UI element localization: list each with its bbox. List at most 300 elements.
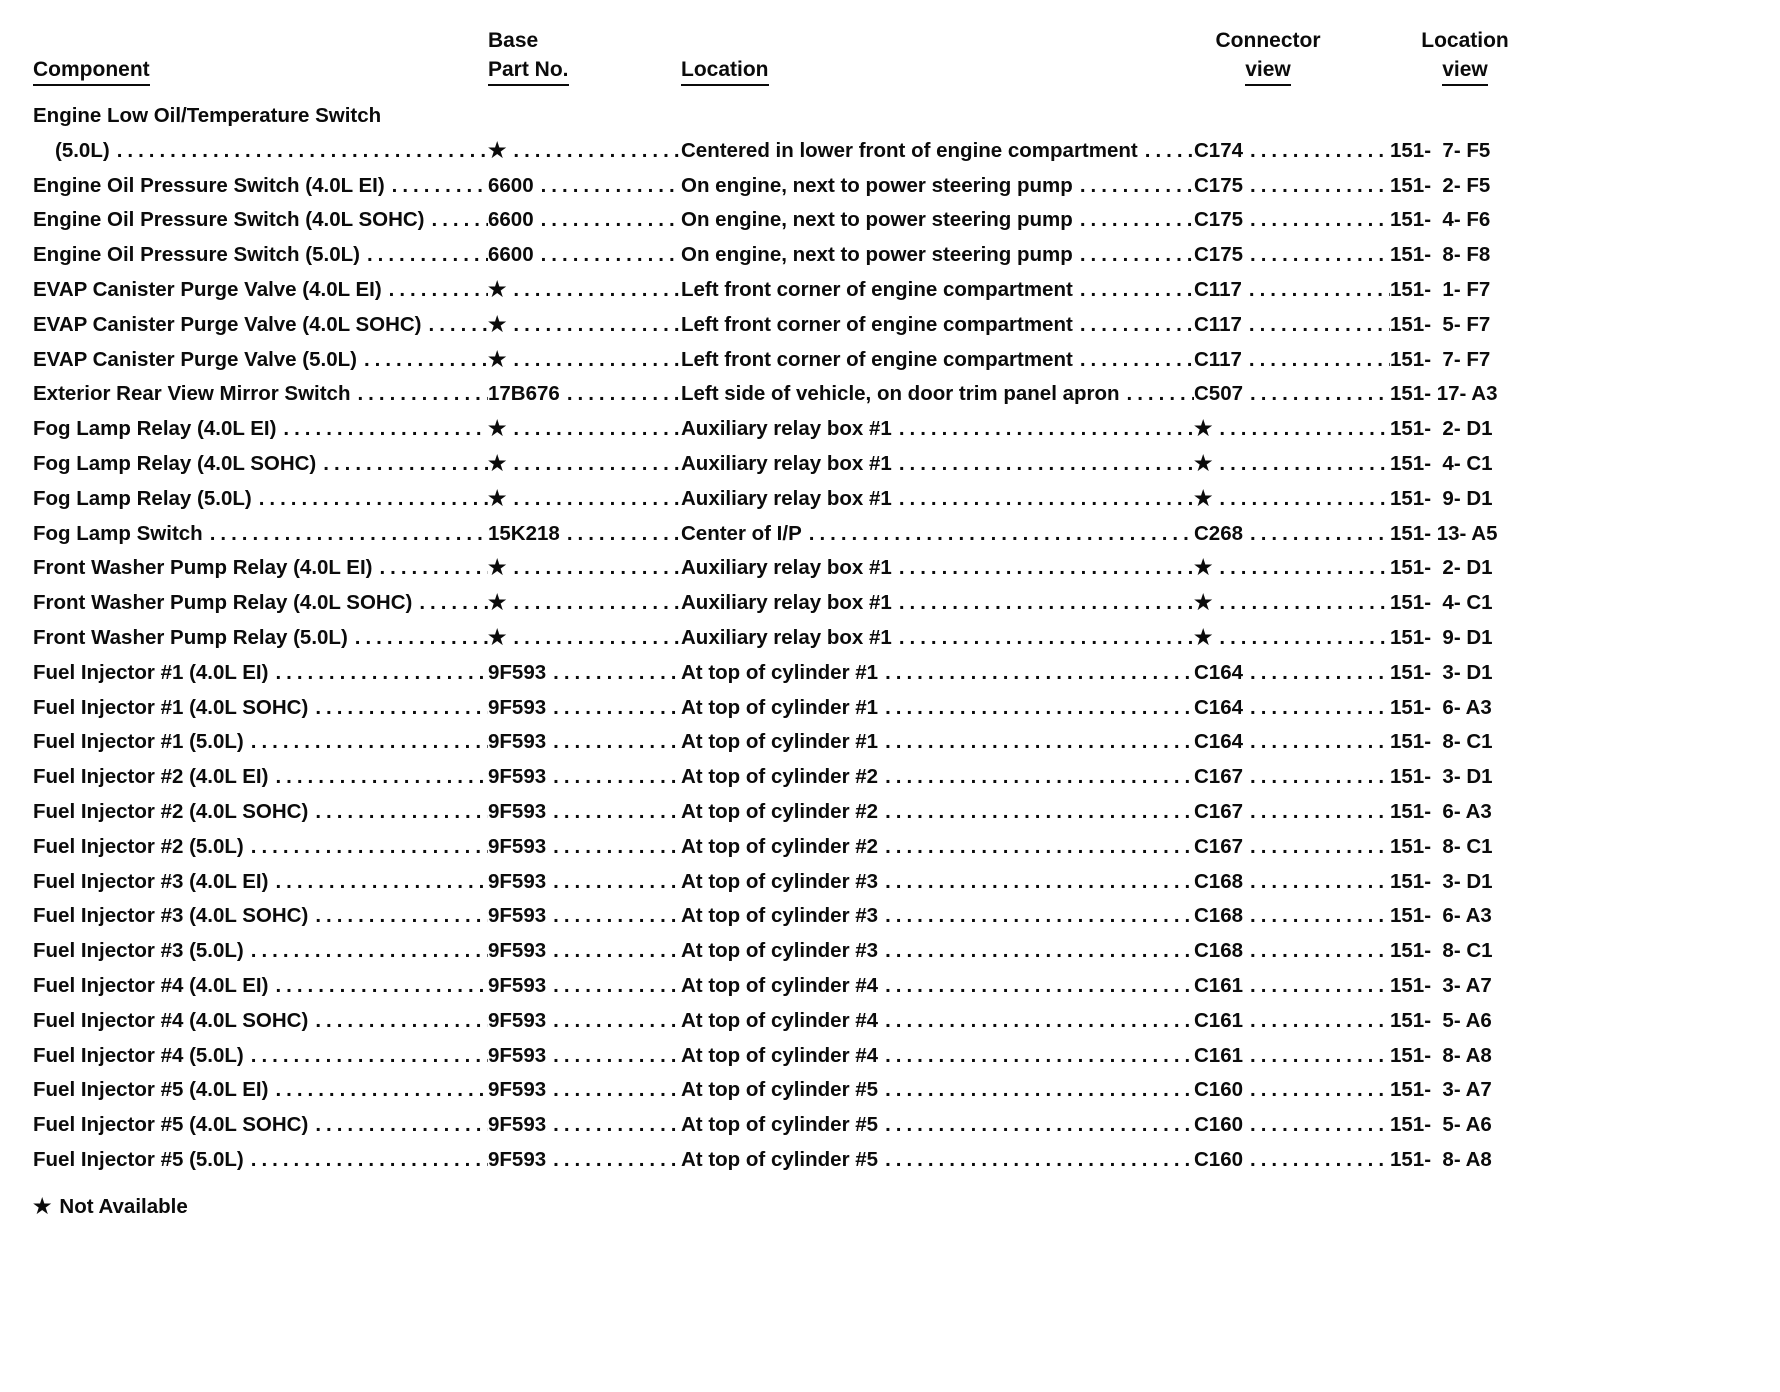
dot-leader — [379, 551, 488, 586]
part-no-cell-text: 9F593 — [488, 904, 547, 928]
table-row — [33, 1143, 1560, 1178]
table-row — [33, 586, 1560, 621]
component-cell-text: Fog Lamp Relay (4.0L EI) — [33, 417, 277, 441]
connector-view-cell — [1194, 377, 1390, 412]
dot-leader — [357, 377, 488, 412]
component-cell-text: Front Washer Pump Relay (5.0L) — [33, 625, 348, 649]
location-view-cell: 151- 6- A3 — [1390, 695, 1492, 719]
part-no-cell — [488, 1073, 681, 1108]
header-connector-label: Connector — [1215, 28, 1321, 52]
part-no-cell-text: 9F593 — [488, 1043, 547, 1067]
dot-leader — [315, 795, 488, 830]
dot-leader — [513, 343, 681, 378]
component-cell — [33, 551, 488, 586]
dot-leader — [251, 1143, 488, 1178]
not-available-star-icon: ★ — [33, 1194, 52, 1218]
location-view-cell: 151- 3- A7 — [1390, 973, 1492, 997]
component-cell-text: Fuel Injector #2 (4.0L EI) — [33, 765, 269, 789]
part-no-cell — [488, 691, 681, 726]
location-cell — [681, 169, 1194, 204]
part-no-cell-text: 9F593 — [488, 1078, 547, 1102]
dot-leader — [885, 865, 1194, 900]
component-cell-text: Front Washer Pump Relay (4.0L SOHC) — [33, 591, 413, 615]
dot-leader — [1250, 691, 1390, 726]
dot-leader — [553, 899, 681, 934]
location-view-cell: 151- 3- D1 — [1390, 765, 1493, 789]
location-cell-text: At top of cylinder #1 — [681, 730, 879, 754]
table-row — [33, 830, 1560, 865]
part-no-cell-text: 9F593 — [488, 869, 547, 893]
location-view-cell: 151- 7- F7 — [1390, 347, 1491, 371]
connector-view-cell — [1194, 656, 1390, 691]
component-cell-text: Fuel Injector #3 (4.0L EI) — [33, 869, 269, 893]
table-row — [33, 621, 1560, 656]
connector-view-cell-text: C268 — [1194, 521, 1244, 545]
header-location-view-line1: Location — [1421, 28, 1509, 52]
connector-view-cell-text: ★ — [1194, 625, 1213, 649]
connector-view-cell — [1194, 169, 1390, 204]
connector-view-cell — [1194, 447, 1390, 482]
dot-leader — [1250, 899, 1390, 934]
dot-leader — [1250, 169, 1390, 204]
dot-leader — [1250, 134, 1390, 169]
connector-view-cell — [1194, 1039, 1390, 1074]
component-cell — [33, 656, 488, 691]
dot-leader — [364, 343, 488, 378]
component-cell — [33, 343, 488, 378]
part-no-cell-text: ★ — [488, 417, 507, 441]
location-cell-text: Auxiliary relay box #1 — [681, 451, 892, 475]
connector-view-cell-text: C168 — [1194, 939, 1244, 963]
connector-view-cell — [1194, 865, 1390, 900]
component-cell-text: Fuel Injector #5 (5.0L) — [33, 1147, 244, 1171]
part-no-cell-text: ★ — [488, 312, 507, 336]
table-row — [33, 1073, 1560, 1108]
table-header — [33, 22, 1560, 86]
location-cell — [681, 412, 1194, 447]
component-cell-text: EVAP Canister Purge Valve (4.0L EI) — [33, 277, 382, 301]
dot-leader — [1080, 343, 1194, 378]
location-view-cell: 151- 2- F5 — [1390, 173, 1491, 197]
part-no-cell — [488, 830, 681, 865]
location-cell — [681, 691, 1194, 726]
dot-leader — [541, 238, 681, 273]
component-cell — [33, 899, 488, 934]
dot-leader — [885, 969, 1194, 1004]
header-base-part-no — [488, 30, 681, 86]
part-no-cell — [488, 934, 681, 969]
location-cell-text: On engine, next to power steering pump — [681, 208, 1073, 232]
location-cell — [681, 621, 1194, 656]
dot-leader — [1250, 517, 1390, 552]
location-cell-text: Auxiliary relay box #1 — [681, 556, 892, 580]
part-no-cell — [488, 865, 681, 900]
location-cell-text: Left front corner of engine compartment — [681, 277, 1073, 301]
part-no-cell-text: 9F593 — [488, 660, 547, 684]
connector-view-cell-text: C161 — [1194, 1008, 1244, 1032]
connector-view-cell-text: ★ — [1194, 417, 1213, 441]
location-cell-text: At top of cylinder #3 — [681, 869, 879, 893]
location-cell-text: On engine, next to power steering pump — [681, 173, 1073, 197]
dot-leader — [323, 447, 488, 482]
table-row — [33, 169, 1560, 204]
dot-leader — [275, 969, 488, 1004]
component-cell — [33, 586, 488, 621]
dot-leader — [553, 691, 681, 726]
location-view-cell: 151- 4- C1 — [1390, 591, 1493, 615]
connector-view-cell-text: C117 — [1194, 312, 1242, 336]
dot-leader — [513, 273, 681, 308]
dot-leader — [899, 586, 1194, 621]
dot-leader — [1250, 934, 1390, 969]
location-cell-text: Left front corner of engine compartment — [681, 312, 1073, 336]
connector-view-cell-text: C164 — [1194, 730, 1244, 754]
dot-leader — [1250, 656, 1390, 691]
location-cell — [681, 517, 1194, 552]
component-cell — [33, 308, 488, 343]
dot-leader — [1250, 238, 1390, 273]
dot-leader — [513, 412, 681, 447]
connector-view-cell-text: C117 — [1194, 347, 1242, 371]
part-no-cell — [488, 377, 681, 412]
connector-view-cell-text: C160 — [1194, 1078, 1244, 1102]
dot-leader — [553, 1004, 681, 1039]
part-no-cell — [488, 412, 681, 447]
location-view-cell: 151- 6- A3 — [1390, 799, 1492, 823]
part-no-cell-text: 9F593 — [488, 730, 547, 754]
location-cell-text: Auxiliary relay box #1 — [681, 625, 892, 649]
dot-leader — [885, 899, 1194, 934]
connector-view-cell — [1194, 412, 1390, 447]
component-cell-text: Fuel Injector #4 (4.0L EI) — [33, 973, 269, 997]
component-cell-text: Fuel Injector #3 (4.0L SOHC) — [33, 904, 309, 928]
part-no-cell — [488, 447, 681, 482]
dot-leader — [553, 830, 681, 865]
location-view-cell: 151- 1- F7 — [1390, 277, 1491, 301]
dot-leader — [275, 1073, 488, 1108]
connector-view-cell — [1194, 725, 1390, 760]
dot-leader — [1219, 621, 1390, 656]
component-cell — [33, 621, 488, 656]
dot-leader — [1080, 169, 1194, 204]
part-no-cell-text: 9F593 — [488, 765, 547, 789]
location-view-cell: 151- 8- A8 — [1390, 1043, 1492, 1067]
part-no-cell — [488, 1004, 681, 1039]
part-no-cell-text: 9F593 — [488, 1113, 547, 1137]
dot-leader — [899, 412, 1194, 447]
dot-leader — [899, 621, 1194, 656]
component-cell — [33, 447, 488, 482]
location-view-cell: 151- 8- A8 — [1390, 1147, 1492, 1171]
component-wrap-line: Engine Low Oil/Temperature Switch — [33, 104, 382, 127]
connector-view-cell-text: C175 — [1194, 173, 1244, 197]
component-cell — [33, 725, 488, 760]
connector-view-cell-text: C164 — [1194, 695, 1244, 719]
location-cell-text: Left front corner of engine compartment — [681, 347, 1073, 371]
dot-leader — [259, 482, 488, 517]
dot-leader — [1250, 1143, 1390, 1178]
dot-leader — [553, 760, 681, 795]
component-cell-text: Engine Oil Pressure Switch (5.0L) — [33, 243, 360, 267]
connector-view-cell — [1194, 899, 1390, 934]
location-cell-text: Auxiliary relay box #1 — [681, 417, 892, 441]
table-row — [33, 377, 1560, 412]
dot-leader — [1250, 377, 1390, 412]
location-cell-text: Left side of vehicle, on door trim panel apron — [681, 382, 1120, 406]
location-cell — [681, 760, 1194, 795]
location-cell-text: At top of cylinder #5 — [681, 1113, 879, 1137]
header-part-no-label: Part No. — [488, 59, 569, 86]
part-no-cell — [488, 1143, 681, 1178]
location-cell — [681, 1039, 1194, 1074]
location-cell — [681, 238, 1194, 273]
location-cell-text: Auxiliary relay box #1 — [681, 486, 892, 510]
table-row — [33, 308, 1560, 343]
part-no-cell-text: ★ — [488, 625, 507, 649]
component-cell — [33, 830, 488, 865]
connector-view-cell-text: C167 — [1194, 834, 1244, 858]
component-cell-text: Fuel Injector #5 (4.0L SOHC) — [33, 1113, 309, 1137]
component-cell-text: Fuel Injector #1 (5.0L) — [33, 730, 244, 754]
dot-leader — [553, 865, 681, 900]
dot-leader — [117, 134, 488, 169]
connector-view-cell-text: ★ — [1194, 486, 1213, 510]
part-no-cell — [488, 134, 681, 169]
component-cell — [33, 795, 488, 830]
part-no-cell-text: ★ — [488, 556, 507, 580]
location-view-cell: 151- 2- D1 — [1390, 556, 1493, 580]
connector-view-cell — [1194, 238, 1390, 273]
dot-leader — [275, 865, 488, 900]
dot-leader — [1080, 203, 1194, 238]
component-cell-text: Engine Oil Pressure Switch (4.0L EI) — [33, 173, 385, 197]
location-cell-text: At top of cylinder #3 — [681, 904, 879, 928]
connector-view-cell-text: C160 — [1194, 1113, 1244, 1137]
part-no-cell-text: ★ — [488, 138, 507, 162]
connector-view-cell — [1194, 586, 1390, 621]
dot-leader — [1250, 1039, 1390, 1074]
dot-leader — [885, 760, 1194, 795]
connector-view-cell-text: C168 — [1194, 904, 1244, 928]
dot-leader — [1249, 343, 1390, 378]
location-view-cell: 151- 9- D1 — [1390, 486, 1493, 510]
location-cell-text: Center of I/P — [681, 521, 802, 545]
dot-leader — [809, 517, 1194, 552]
connector-view-cell-text: C160 — [1194, 1147, 1244, 1171]
dot-leader — [275, 656, 488, 691]
part-no-cell-text: ★ — [488, 591, 507, 615]
part-no-cell-text: ★ — [488, 347, 507, 371]
dot-leader — [251, 830, 488, 865]
connector-view-cell-text: C174 — [1194, 138, 1244, 162]
location-view-cell: 151- 6- A3 — [1390, 904, 1492, 928]
connector-view-cell — [1194, 1108, 1390, 1143]
connector-view-cell — [1194, 273, 1390, 308]
table-row — [33, 934, 1560, 969]
location-cell — [681, 377, 1194, 412]
connector-view-cell-text: C507 — [1194, 382, 1244, 406]
dot-leader — [1249, 273, 1390, 308]
component-cell-text: EVAP Canister Purge Valve (5.0L) — [33, 347, 357, 371]
part-no-cell-text: 9F593 — [488, 834, 547, 858]
dot-leader — [367, 238, 488, 273]
dot-leader — [392, 169, 488, 204]
table-row — [33, 238, 1560, 273]
dot-leader — [553, 1039, 681, 1074]
dot-leader — [432, 203, 488, 238]
part-no-cell — [488, 1039, 681, 1074]
dot-leader — [389, 273, 488, 308]
location-cell-text: At top of cylinder #2 — [681, 765, 879, 789]
location-view-cell: 151- 9- D1 — [1390, 625, 1493, 649]
dot-leader — [1250, 725, 1390, 760]
table-row — [33, 203, 1560, 238]
dot-leader — [885, 934, 1194, 969]
part-no-cell-text: 9F593 — [488, 799, 547, 823]
dot-leader — [899, 447, 1194, 482]
location-view-cell: 151- 3- D1 — [1390, 869, 1493, 893]
connector-view-cell-text: C175 — [1194, 208, 1244, 232]
location-view-cell: 151- 8- F8 — [1390, 243, 1491, 267]
component-cell-text: Engine Oil Pressure Switch (4.0L SOHC) — [33, 208, 425, 232]
location-view-cell: 151- 4- C1 — [1390, 451, 1493, 475]
connector-view-cell — [1194, 621, 1390, 656]
part-no-cell — [488, 969, 681, 1004]
location-view-cell: 151- 3- D1 — [1390, 660, 1493, 684]
table-row — [33, 725, 1560, 760]
dot-leader — [1080, 273, 1194, 308]
location-cell — [681, 203, 1194, 238]
component-cell — [33, 273, 488, 308]
location-cell-text: At top of cylinder #4 — [681, 973, 879, 997]
dot-leader — [283, 412, 488, 447]
location-cell — [681, 656, 1194, 691]
component-cell-text: Fog Lamp Relay (4.0L SOHC) — [33, 451, 317, 475]
dot-leader — [885, 691, 1194, 726]
table-row — [33, 656, 1560, 691]
part-no-cell-text: 6600 — [488, 208, 534, 232]
part-no-cell-text: 17B676 — [488, 382, 560, 406]
part-no-cell-text: 9F593 — [488, 695, 547, 719]
connector-view-cell-text: C117 — [1194, 277, 1242, 301]
dot-leader — [315, 1004, 488, 1039]
component-cell-text: EVAP Canister Purge Valve (4.0L SOHC) — [33, 312, 422, 336]
dot-leader — [1249, 308, 1390, 343]
dot-leader — [1080, 238, 1194, 273]
part-no-cell — [488, 343, 681, 378]
location-cell — [681, 551, 1194, 586]
component-cell — [33, 412, 488, 447]
header-connector-view — [1194, 30, 1390, 86]
dot-leader — [1080, 308, 1194, 343]
component-cell-text: Front Washer Pump Relay (4.0L EI) — [33, 556, 373, 580]
component-cell — [33, 969, 488, 1004]
component-cell-text: Fog Lamp Switch — [33, 521, 203, 545]
part-no-cell — [488, 725, 681, 760]
location-cell-text: At top of cylinder #4 — [681, 1008, 879, 1032]
location-cell — [681, 273, 1194, 308]
dot-leader — [1250, 760, 1390, 795]
location-cell — [681, 795, 1194, 830]
table-row — [33, 969, 1560, 1004]
dot-leader — [251, 934, 488, 969]
location-view-cell: 151- 7- F5 — [1390, 138, 1491, 162]
dot-leader — [315, 899, 488, 934]
table-row — [33, 1004, 1560, 1039]
dot-leader — [1219, 551, 1390, 586]
location-view-cell: 151- 4- F6 — [1390, 208, 1491, 232]
header-location-label: Location — [681, 59, 769, 86]
connector-view-cell-text: C161 — [1194, 1043, 1244, 1067]
part-no-cell-text: ★ — [488, 486, 507, 510]
component-cell — [33, 203, 488, 238]
dot-leader — [275, 760, 488, 795]
location-cell-text: Centered in lower front of engine compartment — [681, 138, 1138, 162]
component-cell — [33, 482, 488, 517]
table-row — [33, 134, 1560, 169]
location-cell — [681, 1004, 1194, 1039]
location-cell-text: At top of cylinder #3 — [681, 939, 879, 963]
location-cell-text: At top of cylinder #2 — [681, 834, 879, 858]
dot-leader — [553, 656, 681, 691]
location-view-cell: 151- 2- D1 — [1390, 417, 1493, 441]
connector-view-cell — [1194, 482, 1390, 517]
dot-leader — [885, 656, 1194, 691]
part-no-cell-text: ★ — [488, 451, 507, 475]
dot-leader — [315, 691, 488, 726]
component-cell — [33, 760, 488, 795]
component-cell-text: Exterior Rear View Mirror Switch — [33, 382, 351, 406]
dot-leader — [567, 377, 681, 412]
connector-view-cell — [1194, 760, 1390, 795]
connector-view-cell — [1194, 691, 1390, 726]
dot-leader — [1250, 830, 1390, 865]
component-cell — [33, 377, 488, 412]
dot-leader — [1250, 203, 1390, 238]
header-component-label: Component — [33, 59, 150, 86]
dot-leader — [1219, 482, 1390, 517]
component-cell — [33, 865, 488, 900]
component-cell — [33, 238, 488, 273]
location-cell — [681, 1073, 1194, 1108]
dot-leader — [1250, 969, 1390, 1004]
dot-leader — [1250, 865, 1390, 900]
table-row — [33, 760, 1560, 795]
part-no-cell — [488, 273, 681, 308]
dot-leader — [885, 830, 1194, 865]
dot-leader — [885, 1039, 1194, 1074]
table-row — [33, 343, 1560, 378]
location-cell — [681, 586, 1194, 621]
dot-leader — [885, 1073, 1194, 1108]
component-cell — [33, 934, 488, 969]
dot-leader — [567, 517, 681, 552]
header-location — [681, 58, 1194, 86]
location-cell — [681, 447, 1194, 482]
part-no-cell — [488, 795, 681, 830]
dot-leader — [513, 308, 681, 343]
dot-leader — [513, 447, 681, 482]
location-view-cell: 151- 5- A6 — [1390, 1008, 1492, 1032]
connector-view-cell-text: C175 — [1194, 243, 1244, 267]
component-cell-text: (5.0L) — [55, 138, 110, 162]
component-cell-text: Fuel Injector #2 (5.0L) — [33, 834, 244, 858]
dot-leader — [251, 725, 488, 760]
part-no-cell — [488, 760, 681, 795]
location-cell — [681, 482, 1194, 517]
location-cell — [681, 725, 1194, 760]
table-row — [33, 691, 1560, 726]
